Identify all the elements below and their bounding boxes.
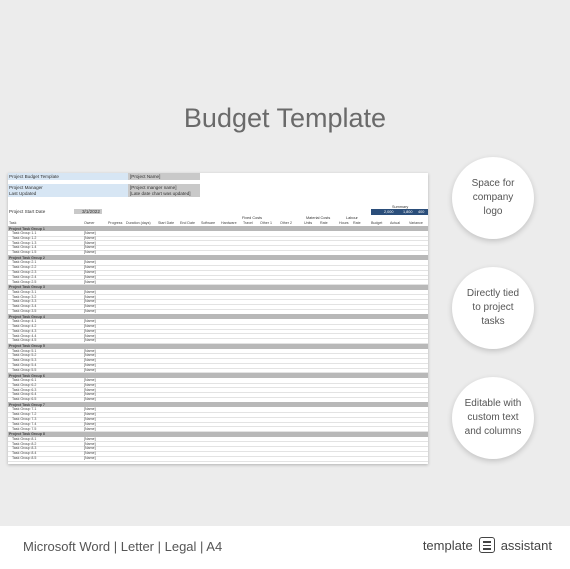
task-label: Task Group 6.4 <box>12 392 37 397</box>
task-owner: [Name] <box>84 304 96 309</box>
row-divider <box>8 324 428 325</box>
row-divider <box>8 456 428 457</box>
task-owner: [Name] <box>84 451 96 456</box>
group-row <box>8 255 428 260</box>
task-label: Task Group 8.4 <box>12 451 37 456</box>
task-label: Task Group 6.5 <box>12 397 37 402</box>
group-label: Project Task Group 4 <box>9 314 45 319</box>
task-label: Task Group 1.3 <box>12 240 37 245</box>
row-divider <box>8 236 428 237</box>
task-owner: [Name] <box>84 309 96 313</box>
task-owner: [Name] <box>84 367 96 372</box>
task-owner: [Name] <box>84 260 96 265</box>
task-label: Task Group 8.2 <box>12 441 37 446</box>
task-label: Task Group 2.4 <box>12 274 37 279</box>
group-label: Project Task Group 5 <box>9 344 45 349</box>
group-row <box>8 344 428 349</box>
task-owner: [Name] <box>84 294 96 299</box>
task-label: Task Group 8.3 <box>12 446 37 451</box>
task-label: Task Group 7.4 <box>12 421 37 426</box>
group-label: Project Task Group 1 <box>9 226 45 231</box>
summary-variance-value: 400 <box>418 209 425 214</box>
row-divider <box>8 397 428 398</box>
row-divider <box>8 294 428 295</box>
task-owner: [Name] <box>84 392 96 397</box>
row-divider <box>8 422 428 423</box>
row-divider <box>8 358 428 359</box>
feature-bubble-tasks: Directly tied to project tasks <box>452 267 534 349</box>
task-label: Task Group 5.1 <box>12 348 37 353</box>
group-row <box>8 432 428 437</box>
column-header: Units <box>304 221 313 225</box>
section-fixed-costs: Fixed Costs <box>242 216 263 220</box>
task-owner: [Name] <box>84 436 96 441</box>
column-header: Start Date <box>158 221 175 225</box>
task-owner: [Name] <box>84 387 96 392</box>
task-label: Task Group 5.4 <box>12 363 37 367</box>
group-row <box>8 373 428 378</box>
group-label: Project Task Group 6 <box>9 373 45 378</box>
task-owner: [Name] <box>84 231 96 235</box>
column-header: Rate <box>353 221 361 225</box>
task-label: Task Group 4.5 <box>12 338 37 343</box>
column-header: Actual <box>390 221 400 225</box>
header-label-start: Project Start Date <box>9 209 46 214</box>
group-row <box>8 402 428 407</box>
brand-logo <box>423 537 552 553</box>
task-label: Task Group 1.2 <box>12 235 37 240</box>
task-owner: [Name] <box>84 235 96 240</box>
task-label: Task Group 1.5 <box>12 250 37 255</box>
row-divider <box>8 299 428 300</box>
group-row <box>8 226 428 231</box>
task-owner: [Name] <box>84 417 96 421</box>
column-header: Hardware <box>221 221 237 225</box>
task-label: Task Group 7.3 <box>12 417 37 421</box>
format-list: Microsoft Word | Letter | Legal | A4 <box>23 539 223 554</box>
task-label: Task Group 6.3 <box>12 387 37 392</box>
section-summary: Summary <box>392 205 409 209</box>
task-owner: [Name] <box>84 441 96 446</box>
task-label: Task Group 1.4 <box>12 245 37 250</box>
header-label-updated: Last Updated <box>9 191 37 196</box>
column-header: Variance <box>409 221 423 225</box>
task-owner: [Name] <box>84 289 96 294</box>
row-divider <box>8 441 428 442</box>
header-value-start: 3/1/2022 <box>82 209 100 214</box>
task-label: Task Group 3.2 <box>12 294 37 299</box>
task-owner: [Name] <box>84 426 96 431</box>
task-label: Task Group 5.3 <box>12 358 37 363</box>
row-divider <box>8 383 428 384</box>
group-label: Project Task Group 3 <box>9 285 45 290</box>
task-label: Task Group 7.1 <box>12 407 37 412</box>
column-header: Duration (days) <box>126 221 151 225</box>
group-label: Project Task Group 2 <box>9 255 45 260</box>
row-divider <box>8 446 428 447</box>
budget-sheet-preview <box>8 173 428 464</box>
section-material-costs: Material Costs <box>306 216 331 220</box>
row-divider <box>8 304 428 305</box>
group-label: Project Task Group 7 <box>9 402 45 407</box>
task-label: Task Group 7.5 <box>12 426 37 431</box>
task-label: Task Group 3.5 <box>12 309 37 313</box>
task-label: Task Group 5.5 <box>12 367 37 372</box>
header-label-manager: Project Manager <box>9 185 43 190</box>
task-label: Task Group 7.2 <box>12 412 37 417</box>
feature-bubble-logo: Space for company logo <box>452 157 534 239</box>
column-header: Travel <box>243 221 253 225</box>
row-divider <box>8 279 428 280</box>
row-divider <box>8 245 428 246</box>
row-divider <box>8 368 428 369</box>
row-divider <box>8 250 428 251</box>
task-owner: [Name] <box>84 338 96 343</box>
task-owner: [Name] <box>84 382 96 387</box>
task-label: Task Group 2.5 <box>12 279 37 284</box>
template-assistant-logo-icon <box>479 537 495 553</box>
task-owner: [Name] <box>84 456 96 460</box>
column-header: Progress <box>108 221 123 225</box>
task-owner: [Name] <box>84 279 96 284</box>
brand-text-right: assistant <box>500 537 552 553</box>
task-owner: [Name] <box>84 245 96 250</box>
task-owner: [Name] <box>84 412 96 417</box>
task-owner: [Name] <box>84 353 96 358</box>
task-label: Task Group 6.2 <box>12 382 37 387</box>
row-divider <box>8 363 428 364</box>
task-owner: [Name] <box>84 358 96 363</box>
column-header: Task <box>9 221 17 225</box>
row-divider <box>8 426 428 427</box>
group-row <box>8 285 428 290</box>
summary-actual-value: 1,800 <box>403 209 413 214</box>
summary-budget-value: 2,000 <box>384 209 394 214</box>
task-label: Task Group 5.2 <box>12 353 37 358</box>
column-header: End Date <box>180 221 195 225</box>
task-label: Task Group 3.3 <box>12 299 37 304</box>
task-owner: [Name] <box>84 299 96 304</box>
task-label: Task Group 3.1 <box>12 289 37 294</box>
row-divider <box>8 392 428 393</box>
task-owner: [Name] <box>84 348 96 353</box>
group-label: Project Task Group 8 <box>9 432 45 437</box>
task-owner: [Name] <box>84 274 96 279</box>
column-header: Rate <box>320 221 328 225</box>
row-divider <box>8 461 428 462</box>
task-label: Task Group 4.1 <box>12 319 37 324</box>
task-owner: [Name] <box>84 319 96 324</box>
task-label: Task Group 2.2 <box>12 265 37 270</box>
task-owner: [Name] <box>84 397 96 402</box>
page-title: Budget Template <box>183 103 387 133</box>
header-value-updated: [Late date chart was updated] <box>130 191 191 196</box>
task-label: Task Group 2.3 <box>12 270 37 274</box>
header-label-project: Project Budget Template <box>9 174 59 179</box>
column-header: Owner <box>84 221 95 225</box>
task-label: Task Group 8.1 <box>12 436 37 441</box>
task-label: Task Group 4.3 <box>12 328 37 333</box>
task-owner: [Name] <box>84 333 96 338</box>
row-divider <box>8 412 428 413</box>
task-owner: [Name] <box>84 378 96 382</box>
row-divider <box>8 240 428 241</box>
task-label: Task Group 8.5 <box>12 456 37 460</box>
group-row <box>8 314 428 319</box>
column-header: Software <box>201 221 216 225</box>
row-divider <box>8 329 428 330</box>
row-divider <box>8 270 428 271</box>
column-header: Budget <box>371 221 383 225</box>
row-divider <box>8 417 428 418</box>
task-label: Task Group 1.1 <box>12 231 37 235</box>
row-divider <box>8 309 428 310</box>
section-labour: Labour <box>346 216 358 220</box>
header-value-manager: [Project manger name] <box>130 185 177 190</box>
task-owner: [Name] <box>84 240 96 245</box>
task-owner: [Name] <box>84 421 96 426</box>
row-divider <box>8 338 428 339</box>
row-divider <box>8 333 428 334</box>
task-label: Task Group 3.4 <box>12 304 37 309</box>
task-owner: [Name] <box>84 363 96 367</box>
row-divider <box>8 353 428 354</box>
task-owner: [Name] <box>84 250 96 255</box>
task-owner: [Name] <box>84 446 96 451</box>
column-header: Other 1 <box>260 221 272 225</box>
row-divider <box>8 275 428 276</box>
task-owner: [Name] <box>84 324 96 328</box>
row-divider <box>8 451 428 452</box>
task-label: Task Group 4.4 <box>12 333 37 338</box>
task-label: Task Group 2.1 <box>12 260 37 265</box>
row-divider <box>8 265 428 266</box>
header-value-project: [Project Name] <box>130 174 161 179</box>
column-header: Hours <box>339 221 349 225</box>
task-owner: [Name] <box>84 265 96 270</box>
task-owner: [Name] <box>84 328 96 333</box>
task-label: Task Group 6.1 <box>12 378 37 382</box>
task-owner: [Name] <box>84 407 96 412</box>
column-header: Other 2 <box>280 221 292 225</box>
footer-bar <box>0 526 570 569</box>
row-divider <box>8 387 428 388</box>
task-label: Task Group 4.2 <box>12 324 37 328</box>
brand-text-left: template <box>422 537 473 553</box>
feature-bubble-editable: Editable with custom text and columns <box>452 377 534 459</box>
task-owner: [Name] <box>84 270 96 274</box>
